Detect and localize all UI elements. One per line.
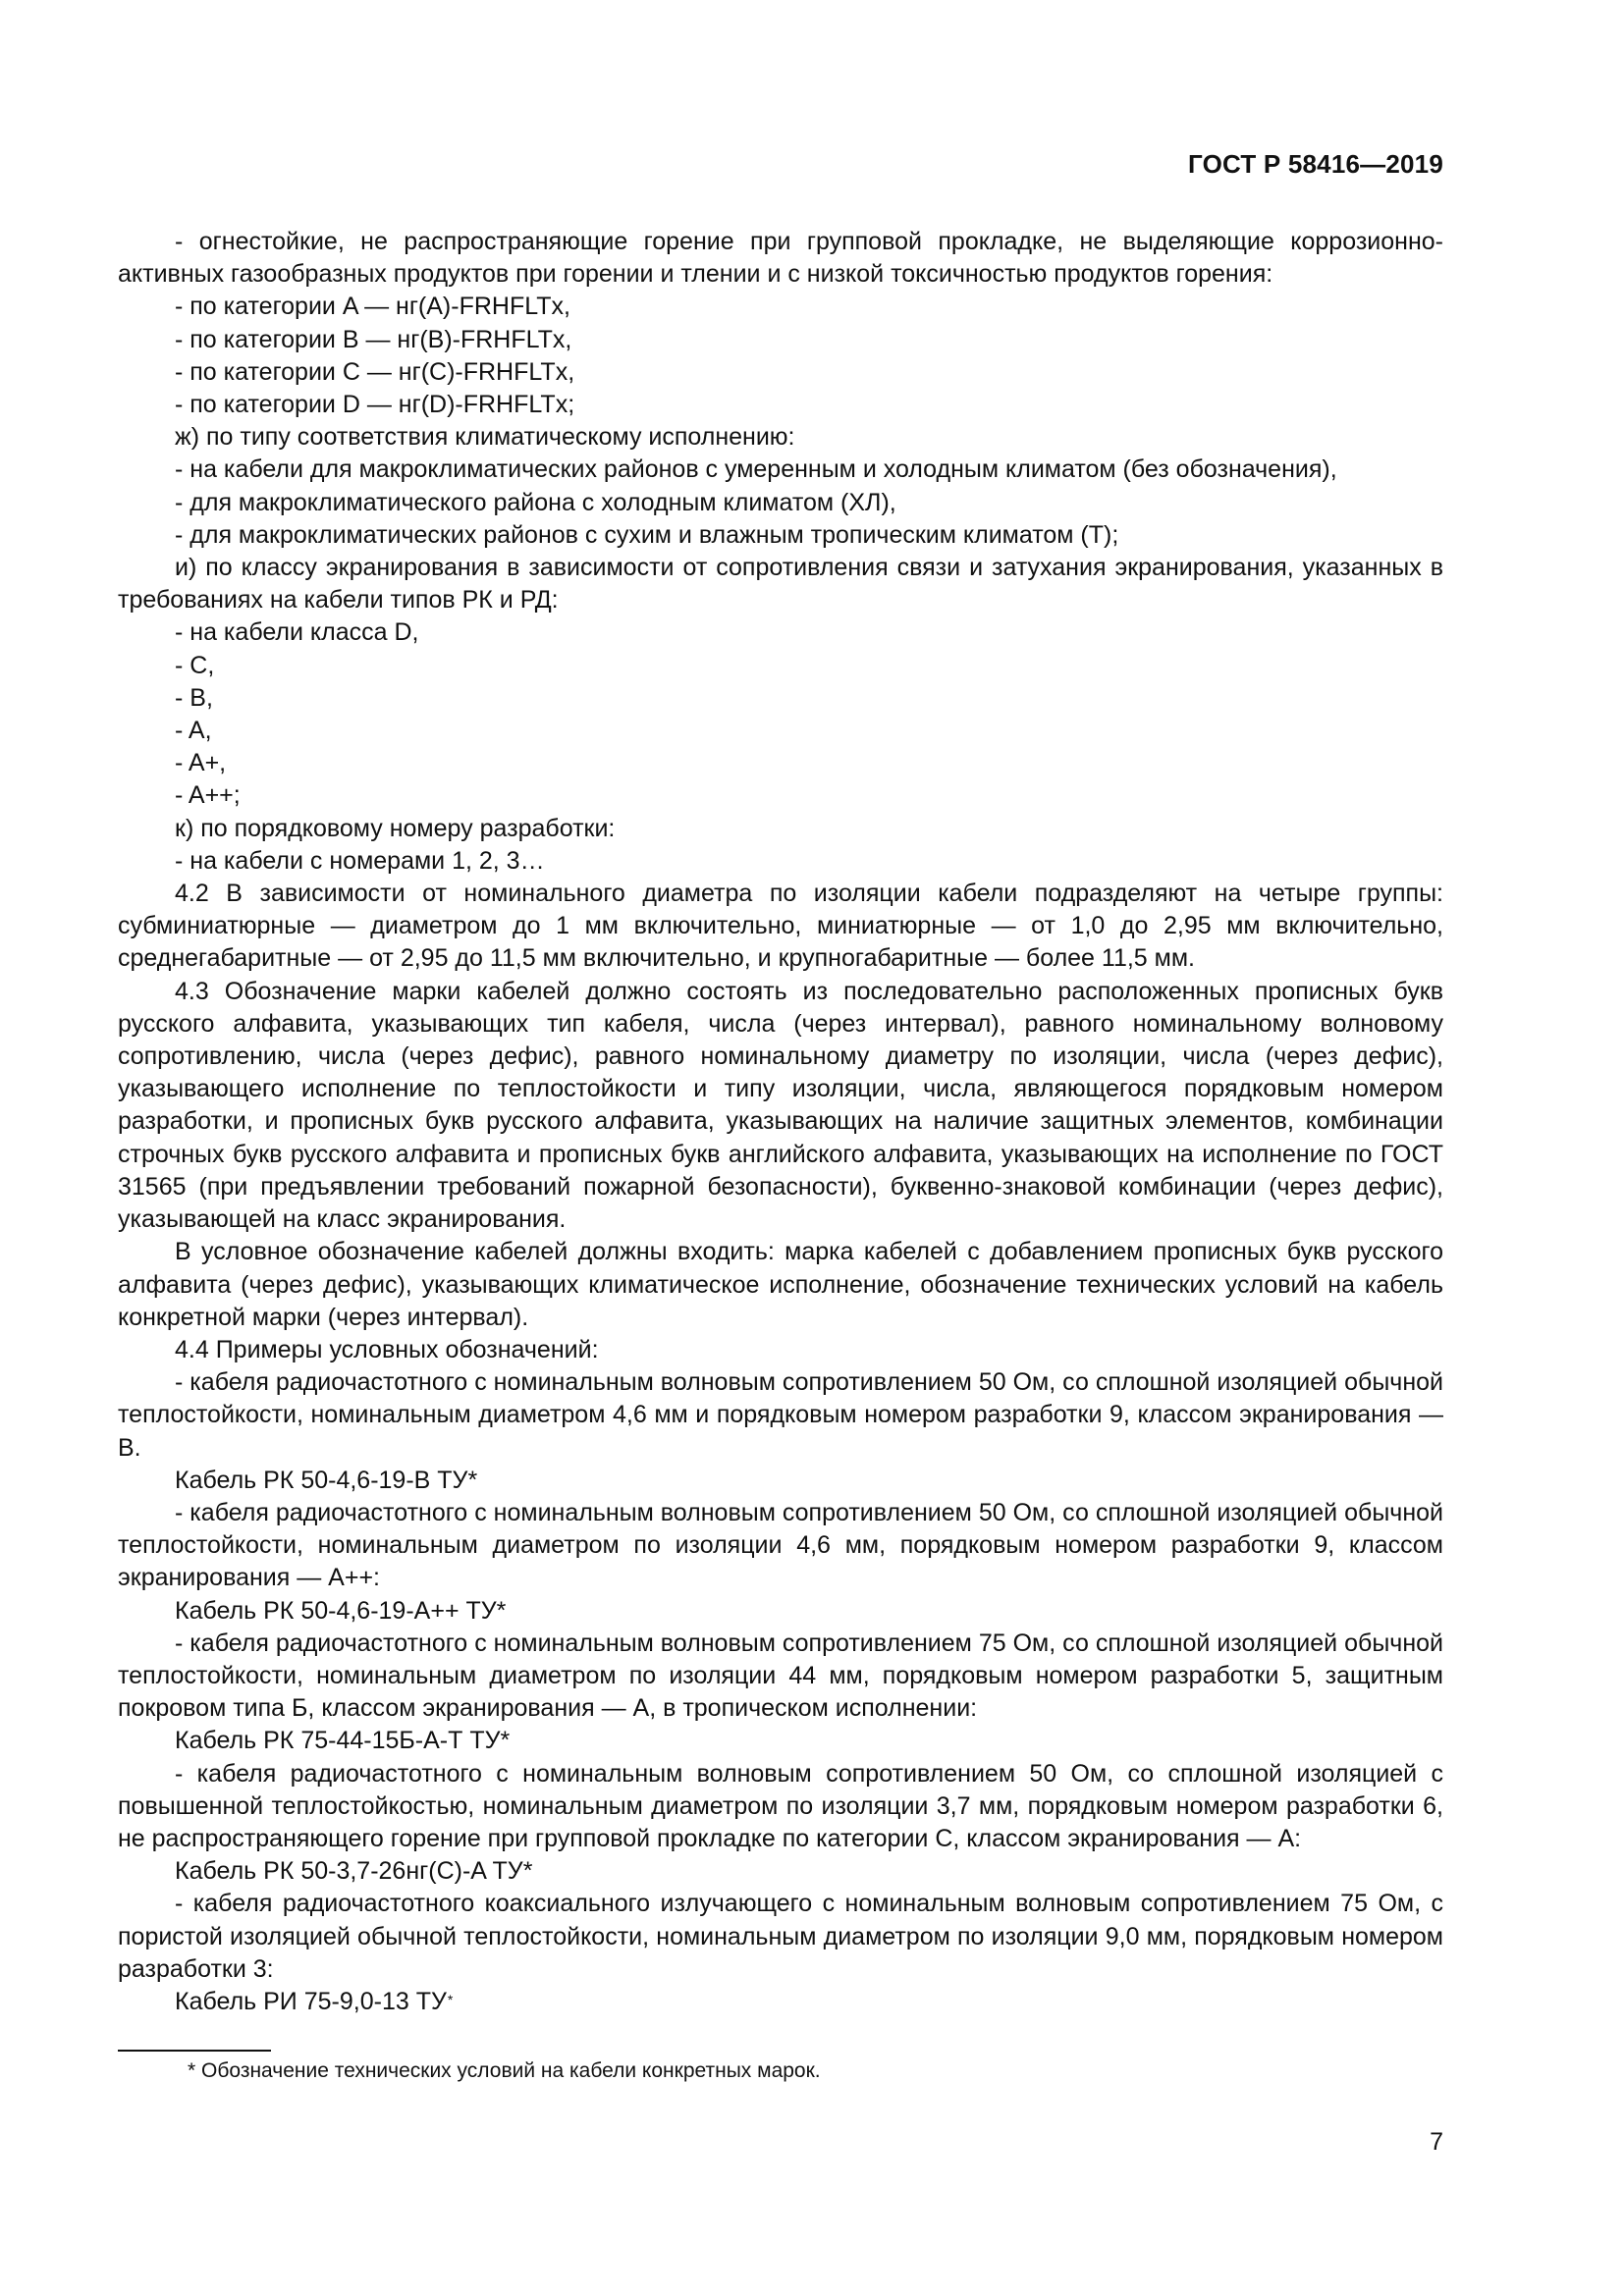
paragraph: 4.2 В зависимости от номинального диаметра по изоляции кабели подразделяют на четыре группы: субминиатюрные — диаметром до 1 мм включительно, миниатюрные — от 1,0 до 2,95 мм включительно, среднегабаритные — от 2,95 до 11,5 мм включительно, и крупногабаритные — более 11,5 мм. [118, 880, 1443, 973]
paragraph: 4.4 Примеры условных обозначений: [175, 1335, 599, 1363]
paragraph: - по категории C — нг(C)-FRHFLTx, [175, 357, 575, 386]
paragraph: - A++; [175, 781, 241, 810]
paragraph: - для макроклиматических районов с сухим и влажным тропическим климатом (Т); [175, 520, 1119, 549]
paragraph: - кабеля радиочастотного с номинальным волновым сопротивлением 50 Ом, со сплошной изоляцией обычной теплостойкости, номинальным диаметром 4,6 мм и порядковым номером разработки 9, классом экранирования — B. [118, 1368, 1443, 1462]
paragraph: - по категории D — нг(D)-FRHFLTx; [175, 391, 575, 419]
paragraph: - A+, [175, 749, 227, 777]
paragraph: ж) по типу соответствия климатическому исполнению: [175, 423, 795, 452]
paragraph: - огнестойкие, не распространяющие горение при групповой прокладке, не выделяющие коррозионно-активных газообразных продуктов при горении и тлении и с низкой токсичностью продуктов горения: [118, 228, 1443, 289]
paragraph: - B, [175, 683, 213, 712]
page-number: 7 [1430, 2128, 1443, 2156]
paragraph: к) по порядковому номеру разработки: [175, 814, 616, 842]
paragraph: Кабель РК 75-44-15Б-A-Т ТУ* [175, 1727, 511, 1755]
standard-designation: ГОСТ Р 58416—2019 [1188, 149, 1443, 179]
paragraph: - кабеля радиочастотного коаксиального излучающего с номинальным волновым сопротивлением 75 Ом, с пористой изоляцией обычной теплостойкости, номинальным диаметром по изоляции 9,0 мм, порядковым номером разработки 3: [118, 1890, 1443, 1983]
footnote-marker: * [447, 1991, 454, 2007]
paragraph: - кабеля радиочастотного с номинальным волновым сопротивлением 50 Ом, со сплошной изоляцией обычной теплостойкости, номинальным диаметром по изоляции 4,6 мм, порядковым номером разработки 9, классом экранирования — A++: [118, 1498, 1443, 1592]
paragraph: - A, [175, 717, 212, 745]
paragraph: Кабель РК 50-4,6-19-A++ ТУ* [175, 1596, 507, 1625]
footnote: * Обозначение технических условий на кабели конкретных марок. [188, 2059, 821, 2082]
paragraph: - для макроклиматического района с холодным климатом (ХЛ), [175, 488, 896, 516]
cable-designation: Кабель РИ 75-9,0-13 ТУ [175, 1987, 447, 2015]
body-text [118, 226, 1443, 2018]
paragraph: и) по классу экранирования в зависимости от сопротивления связи и затухания экранирования, указанных в требованиях на кабели типов РК и РД: [118, 554, 1443, 614]
paragraph: Кабель РК 50-4,6-19-B ТУ* [175, 1466, 478, 1494]
paragraph: - C, [175, 651, 215, 679]
paragraph [118, 1986, 1443, 2018]
paragraph: Кабель РК 50-3,7-26нг(C)-A ТУ* [175, 1857, 533, 1886]
paragraph: - на кабели с номерами 1, 2, 3… [175, 846, 545, 875]
paragraph: В условное обозначение кабелей должны входить: марка кабелей с добавлением прописных букв русского алфавита (через дефис), указывающих климатическое исполнение, обозначение технических условий на кабель конкретной марки (через интервал). [118, 1238, 1443, 1331]
paragraph: 4.3 Обозначение марки кабелей должно состоять из последовательно расположенных прописных букв русского алфавита, указывающих тип кабеля, числа (через интервал), равного номинальному волновому сопротивлению, числа (через дефис), равного номинальному диаметру по изоляции, числа (через дефис), указывающего исполнение по теплостойкости и типу изоляции, числа, являющегося порядковым номером разработки, и прописных букв русского алфавита, указывающих на наличие защитных элементов, комбинации строчных букв русского алфавита и прописных букв английского алфавита, указывающих на исполнение по ГОСТ 31565 (при предъявлении требований пожарной безопасности), буквенно-знаковой комбинации (через дефис), указывающей на класс экранирования. [118, 977, 1443, 1234]
paragraph: - по категории B — нг(B)-FRHFLTx, [175, 325, 572, 353]
paragraph: - по категории A — нг(A)-FRHFLTx, [175, 293, 571, 321]
footnote-divider [118, 2050, 271, 2052]
paragraph: - кабеля радиочастотного с номинальным волновым сопротивлением 50 Ом, со сплошной изоляцией с повышенной теплостойкостью, номинальным диаметром по изоляции 3,7 мм, порядковым номером разработки 6, не распространяющего горение при групповой прокладке по категории C, классом экранирования — A: [118, 1759, 1443, 1852]
paragraph: - на кабели класса D, [175, 618, 419, 647]
paragraph: - кабеля радиочастотного с номинальным волновым сопротивлением 75 Ом, со сплошной изоляцией обычной теплостойкости, номинальным диаметром по изоляции 44 мм, порядковым номером разработки 5, защитным покровом типа Б, классом экранирования — A, в тропическом исполнении: [118, 1629, 1443, 1723]
paragraph: - на кабели для макроклиматических районов с умеренным и холодным климатом (без обозначения), [175, 455, 1337, 484]
